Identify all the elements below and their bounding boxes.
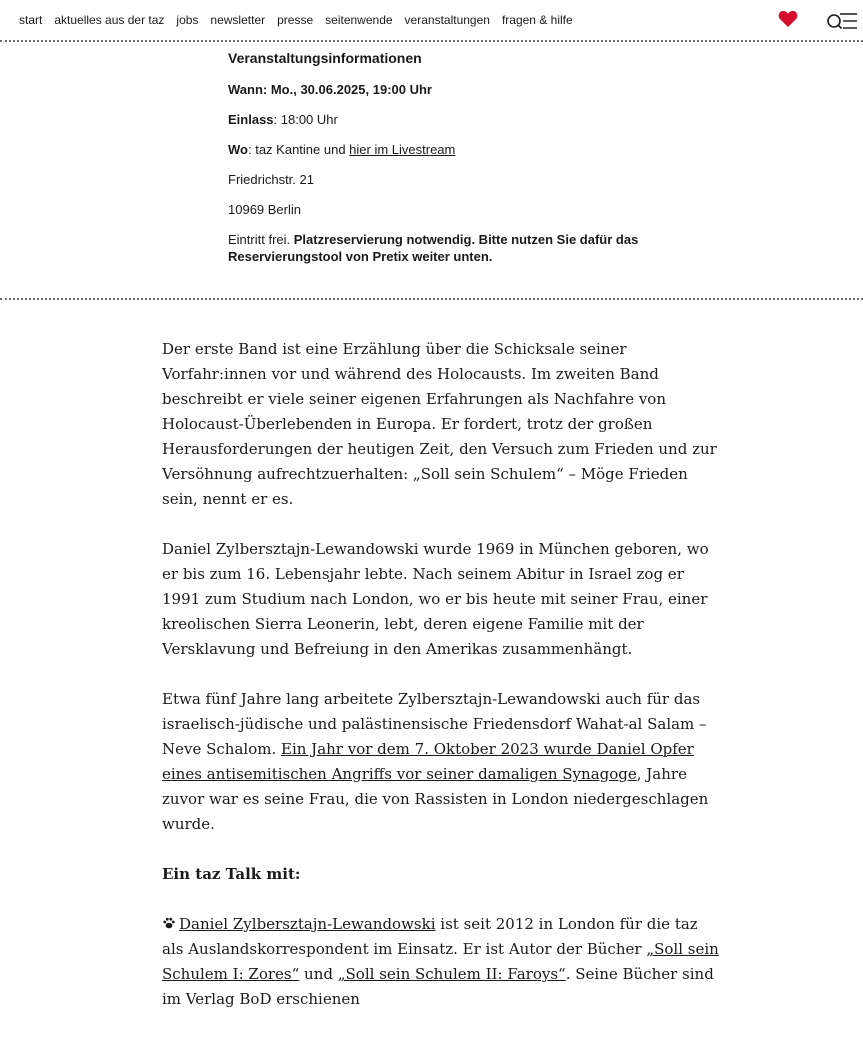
paragraph-4-text-2: und: [299, 965, 338, 983]
paragraph-3: [162, 687, 722, 837]
nav-item-newsletter[interactable]: newsletter: [210, 13, 266, 27]
event-when: Wann: Mo., 30.06.2025, 19:00 Uhr: [228, 82, 432, 97]
nav-item-veranstaltungen[interactable]: veranstaltungen: [404, 13, 490, 27]
paragraph-3-text-before: Etwa fünf Jahre lang arbeitete Zylbersztajn-Lewandowski auch für das israelisch-jüdische und palästinensische Friedensdorf Wahat-al Salam – Neve Schalom.: [162, 690, 707, 758]
event-street: Friedrichstr. 21: [228, 172, 314, 187]
event-info-title: Veranstaltungsinformationen: [228, 50, 422, 66]
event-entry-value: : 18:00 Uhr: [273, 112, 338, 127]
event-where: [228, 141, 708, 158]
event-admission-prefix: Eintritt frei.: [228, 232, 294, 247]
synagogue-attack-link[interactable]: Ein Jahr vor dem 7. Oktober 2023 wurde Daniel Opfer eines antisemitischen Angriffs vor seiner damaligen Synagoge: [162, 740, 694, 783]
nav-item-seitenwende[interactable]: seitenwende: [325, 13, 393, 27]
event-admission: [228, 231, 658, 265]
nav-item-fragen-hilfe[interactable]: fragen & hilfe: [501, 13, 573, 27]
book-1-link[interactable]: „Soll sein Schulem I: Zores“: [162, 940, 719, 983]
event-info-box: [228, 50, 708, 278]
paragraph-1: Der erste Band ist eine Erzählung über die Schicksale seiner Vorfahr:innen vor und während des Holocausts. Im zweiten Band beschreibt er viele seiner eigenen Erfahrungen als Nachfahre von Holocaust-Überlebenden in Europa. Er fordert, trotz der großen Herausforderungen der heutigen Zeit, den Versuch zum Frieden und zur Versöhnung aufrechtzuerhalten: „Soll sein Schulem“ – Möge Frieden sein, nennt er es.: [162, 340, 717, 508]
talk-subheading: Ein taz Talk mit:: [162, 865, 301, 883]
divider-top: [0, 40, 863, 42]
search-menu-icon[interactable]: [826, 10, 858, 32]
nav-item-start[interactable]: start: [19, 13, 43, 27]
event-entry-label: Einlass: [228, 112, 274, 127]
book-2-link[interactable]: „Soll sein Schulem II: Faroys“: [337, 965, 566, 983]
event-city: 10969 Berlin: [228, 202, 301, 217]
divider-bottom: [0, 298, 863, 300]
paw-icon: [162, 913, 176, 927]
event-entry: [228, 111, 708, 128]
heart-icon[interactable]: [778, 10, 798, 28]
nav-item-jobs[interactable]: jobs: [176, 13, 199, 27]
article-body: [162, 337, 722, 1037]
nav-item-aktuelles[interactable]: aktuelles aus der taz: [54, 13, 165, 27]
livestream-link[interactable]: hier im Livestream: [349, 142, 456, 157]
author-profile-link[interactable]: [162, 915, 436, 933]
paragraph-2: Daniel Zylbersztajn-Lewandowski wurde 1969 in München geboren, wo er bis zum 16. Lebensjahr lebte. Nach seinem Abitur in Israel zog er 1991 zum Studium nach London, wo er bis heute mit seiner Frau, einer kreolischen Sierra Leonerin, lebt, deren eigene Familie mit der Versklavung und Befreiung in den Amerikas zusammenhängt.: [162, 540, 709, 658]
paragraph-4-text-1: ist seit 2012 in London für die taz als Auslandskorrespondent im Einsatz. Er ist Autor der Bücher: [162, 915, 698, 958]
event-where-value: : taz Kantine und: [247, 142, 350, 157]
paragraph-4: [162, 912, 722, 1012]
nav-list: [19, 13, 573, 27]
paragraph-4-text-3: . Seine Bücher sind im Verlag BoD erschienen: [162, 965, 714, 1008]
author-name: Daniel Zylbersztajn-Lewandowski: [179, 915, 436, 933]
event-admission-note: Platzreservierung notwendig. Bitte nutzen Sie dafür das Reservierungstool von Pretix weiter unten.: [228, 232, 639, 264]
event-where-label: Wo: [228, 142, 248, 157]
paragraph-3-text-after: , Jahre zuvor war es seine Frau, die von Rassisten in London niedergeschlagen wurde.: [162, 765, 709, 833]
top-navigation: [0, 0, 863, 40]
nav-item-presse[interactable]: presse: [277, 13, 314, 27]
